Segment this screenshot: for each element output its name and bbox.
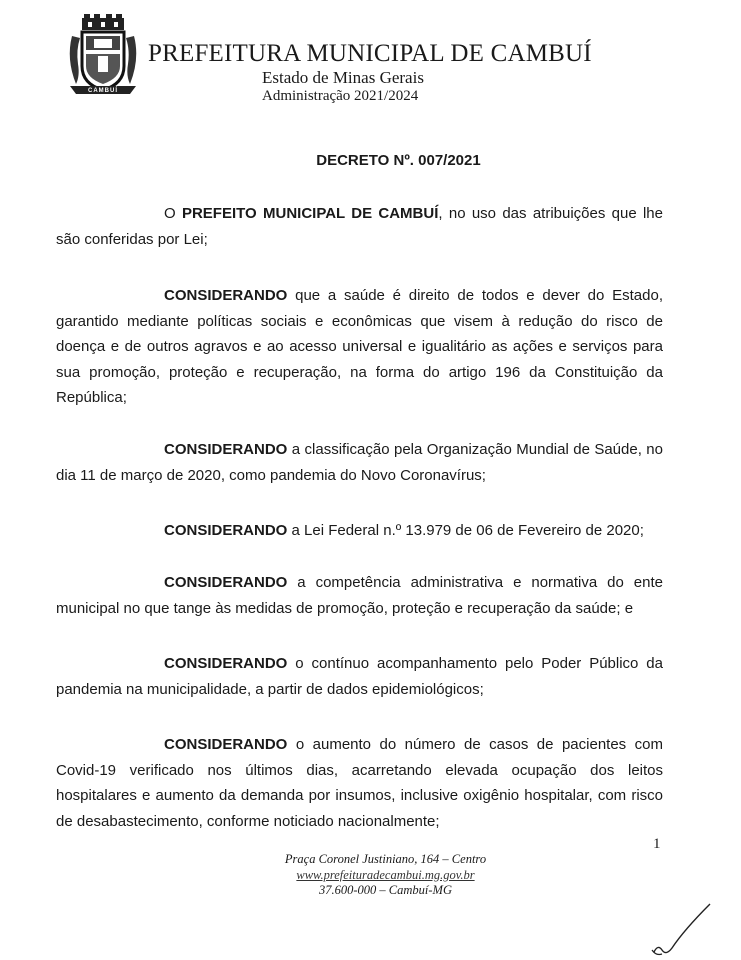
decree-title: DECRETO Nº. 007/2021 <box>316 152 481 169</box>
paragraph-considerando-3: CONSIDERANDO a Lei Federal n.º 13.979 de 06 de Fevereiro de 2020; <box>164 522 644 539</box>
administration-period: Administração 2021/2024 <box>262 88 419 104</box>
page-number: 1 <box>653 836 661 852</box>
letterhead-footer <box>0 852 741 899</box>
crest-ribbon-text: CAMBUÍ <box>88 88 118 94</box>
mayor-title: PREFEITO MUNICIPAL DE CAMBUÍ <box>181 205 439 222</box>
paragraph-considerando-4: CONSIDERANDO a competência administrativa e normativa do ente municipal no que tange às medidas de promoção, proteção e recuperação da saúde; e <box>56 574 663 617</box>
institution-state: Estado de Minas Gerais <box>262 68 424 87</box>
handwritten-signature <box>644 900 724 960</box>
paragraph-preamble: O PREFEITO MUNICIPAL DE CAMBUÍ, no uso das atribuições que lhe são conferidas por Lei; <box>56 205 663 248</box>
footer-city: 37.600-000 – Cambuí-MG <box>319 883 452 897</box>
paragraph-considerando-6: CONSIDERANDO o aumento do número de casos de pacientes com Covid-19 verificado nos últimos dias, acarretando elevada ocupação dos leitos hospitalares e aumento da demanda por insumos, inclusive oxigênio hospitalar, com risco de desabastecimento, conforme noticiado nacionalmente; <box>56 736 663 830</box>
footer-website-link[interactable]: www.prefeituradecambui.mg.gov.br <box>296 867 475 882</box>
footer-address: Praça Coronel Justiniano, 164 – Centro <box>284 852 487 866</box>
paragraph-considerando-5: CONSIDERANDO o contínuo acompanhamento pelo Poder Público da pandemia na municipalidade, a partir de dados epidemiológicos; <box>56 655 663 698</box>
paragraph-considerando-1: CONSIDERANDO que a saúde é direito de todos e dever do Estado, garantido mediante políticas sociais e econômicas que visem à redução do risco de doença e de outros agravos e ao acesso universal e igualitário as ações e serviços para sua promoção, proteção e recuperação, na forma do artigo 196 da Constituição da República; <box>56 287 663 406</box>
institution-title: PREFEITURA MUNICIPAL DE CAMBUÍ <box>148 40 592 67</box>
paragraph-considerando-2: CONSIDERANDO a classificação pela Organização Mundial de Saúde, no dia 11 de março de 2020, como pandemia do Novo Coronavírus; <box>56 441 663 484</box>
